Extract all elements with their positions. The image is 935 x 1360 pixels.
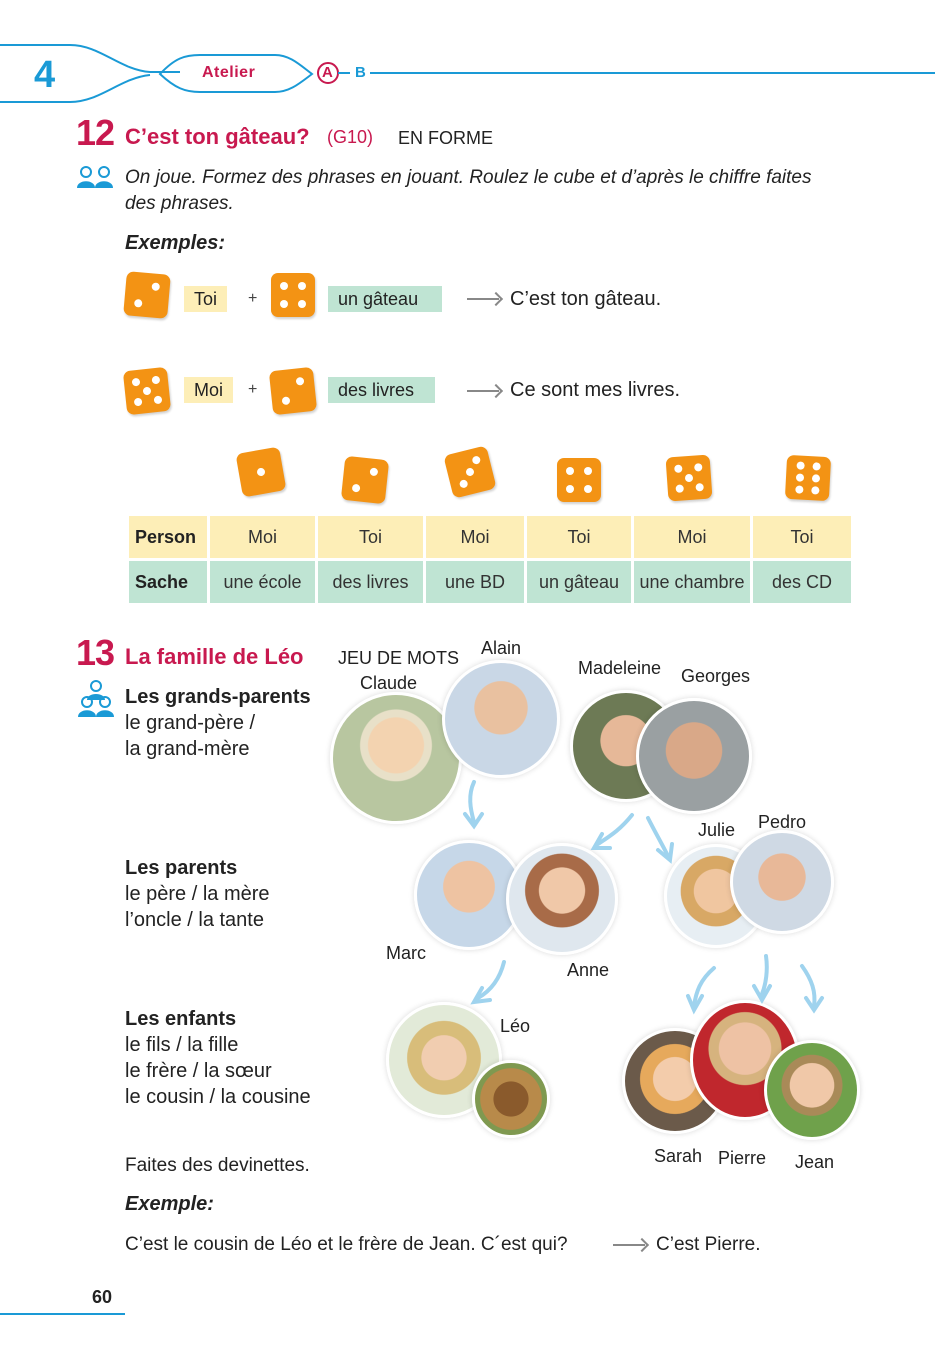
die-four	[271, 273, 315, 317]
arrow-icon	[467, 390, 499, 392]
name-alain: Alain	[481, 638, 522, 658]
table-cell: Moi	[426, 516, 524, 558]
group-grandparents-title: Les grands-parents	[125, 686, 311, 708]
exercise-13-number: 13	[76, 632, 115, 673]
name-pierre: Pierre	[718, 1148, 767, 1168]
exercise-12-number: 12	[76, 112, 115, 153]
row-label-sache: Sache	[129, 561, 207, 603]
table-cell: une chambre	[634, 561, 750, 603]
instruction-line-2: des phrases.	[125, 193, 234, 214]
die-three	[443, 445, 496, 498]
header-decoration	[0, 0, 935, 110]
die-five	[123, 367, 171, 415]
table-row-person	[129, 516, 851, 558]
photo-alain	[442, 660, 560, 778]
group-line: le grand-père /	[125, 712, 256, 734]
name-madeleine: Madeleine	[578, 658, 662, 678]
name-claude: Claude	[360, 673, 418, 693]
table-cell: des CD	[753, 561, 851, 603]
exercise-13-tag: JEU DE MOTS	[338, 648, 460, 668]
group-work-icon	[78, 680, 114, 718]
exercise-13-title: La famille de Léo	[125, 644, 304, 669]
family-tree-arrows	[460, 770, 840, 1020]
name-julie: Julie	[698, 820, 736, 840]
plus-sign: +	[248, 290, 258, 307]
table-cell: Moi	[210, 516, 315, 558]
person-object-table	[126, 513, 854, 606]
section-label: Atelier	[202, 64, 256, 81]
name-anne: Anne	[567, 960, 610, 980]
die-five	[666, 455, 713, 502]
die-two	[123, 271, 171, 319]
table-cell: Toi	[318, 516, 423, 558]
die-one	[236, 447, 287, 498]
level-a: A	[322, 64, 333, 81]
arrow-icon	[467, 298, 499, 300]
chapter-number: 4	[34, 54, 56, 96]
name-leo: Léo	[500, 1016, 531, 1036]
die-two	[269, 367, 317, 415]
grammar-ref: (G10)	[327, 127, 374, 147]
table-cell: une BD	[426, 561, 524, 603]
group-line: la grand-mère	[125, 738, 250, 760]
group-line: le fils / la fille	[125, 1034, 239, 1056]
arrow-icon	[613, 1244, 645, 1246]
footer-rule	[0, 1313, 125, 1315]
photo-leo-dog	[472, 1060, 550, 1138]
examples-label: Exemples:	[125, 232, 226, 254]
exercise-12-title: C’est ton gâteau?	[125, 124, 310, 149]
example-2-person: Moi	[184, 377, 233, 403]
example-1-person: Toi	[184, 286, 227, 312]
table-cell: des livres	[318, 561, 423, 603]
photo-jean	[764, 1040, 860, 1140]
group-parents-title: Les parents	[125, 857, 238, 879]
plus-sign: +	[248, 381, 258, 398]
example-answer: C’est Pierre.	[656, 1234, 761, 1255]
example-question: C’est le cousin de Léo et le frère de Jean. C´est qui?	[125, 1234, 568, 1255]
table-row-sache	[129, 561, 851, 603]
group-line: le cousin / la cousine	[125, 1086, 311, 1108]
row-label-person: Person	[129, 516, 207, 558]
example-2-object: des livres	[328, 377, 435, 403]
group-line: l’oncle / la tante	[125, 909, 264, 931]
instruction-line-1: On joue. Formez des phrases en jouant. Roulez le cube et d’après le chiffre faites	[125, 167, 812, 188]
level-b: B	[355, 64, 366, 81]
exercise-12-tag: EN FORME	[398, 128, 494, 148]
example-label: Exemple:	[125, 1193, 214, 1215]
pair-work-icon	[76, 166, 116, 192]
group-line: le frère / la sœur	[125, 1060, 272, 1082]
die-two	[341, 456, 389, 504]
example-1-object: un gâteau	[328, 286, 442, 312]
die-six	[785, 455, 831, 501]
table-cell: Toi	[753, 516, 851, 558]
table-cell: un gâteau	[527, 561, 631, 603]
table-cell: Toi	[527, 516, 631, 558]
page-number: 60	[92, 1287, 113, 1307]
task-text: Faites des devinettes.	[125, 1155, 310, 1176]
name-sarah: Sarah	[654, 1146, 703, 1166]
table-cell: Moi	[634, 516, 750, 558]
example-2-result: Ce sont mes livres.	[510, 379, 681, 401]
name-jean: Jean	[795, 1152, 835, 1172]
example-1-result: C’est ton gâteau.	[510, 288, 662, 310]
group-children-title: Les enfants	[125, 1008, 237, 1030]
table-cell: une école	[210, 561, 315, 603]
name-pedro: Pedro	[758, 812, 807, 832]
name-marc: Marc	[386, 943, 426, 963]
name-georges: Georges	[681, 666, 751, 686]
die-four	[557, 458, 601, 502]
group-line: le père / la mère	[125, 883, 270, 905]
